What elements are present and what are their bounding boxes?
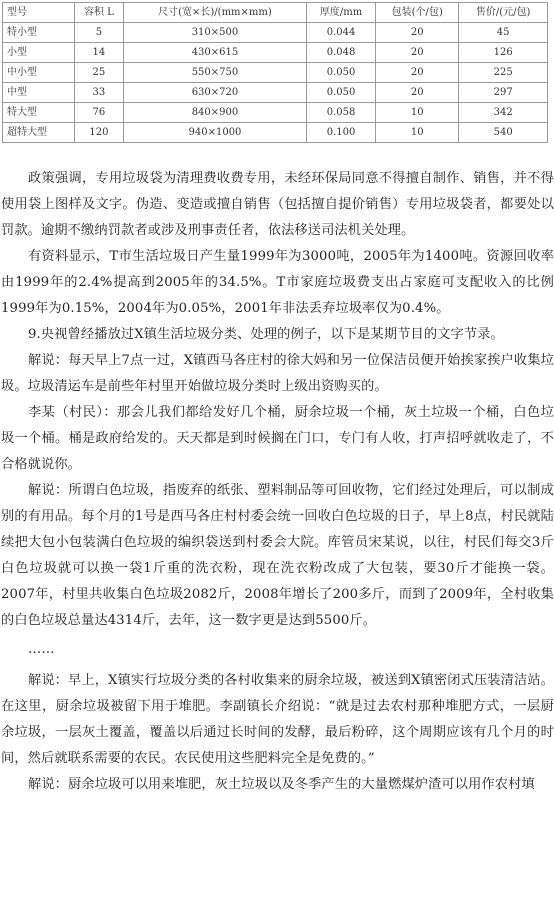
- table-header-row: [3, 3, 548, 23]
- table-cell: 20: [376, 23, 459, 43]
- header-cell: 厚度/mm: [306, 3, 375, 23]
- narration-paragraph: 解说：早上，X镇实行垃圾分类的各村收集来的厨余垃圾，被送到X镇密闭式压装清洁站。在这里，厨余垃圾被留下用于堆肥。李副镇长介绍说：“就是过去农村那种堆肥方式，一层厨余垃圾，一层灰土覆盖，覆盖以后通过长时间的发酵，最后粉碎，这个周期应该有几个月的时间，然后就联系需要的农民。农民使用这些肥料完全是免费的。”: [1, 673, 554, 766]
- policy-paragraph: 政策强调，专用垃圾袋为清理费收费专用，未经环保局同意不得擅自制作、销售，并不得使用袋上图样及文字。伪造、变造或擅自销售（包括擅自提价销售）专用垃圾袋者，都要处以罚款。逾期不缴纳罚款者或涉及刑事责任者，依法移送司法机关处理。: [1, 171, 554, 238]
- table-cell: 0.100: [306, 123, 375, 143]
- header-cell: 包装(个/包): [376, 3, 459, 23]
- table-cell: 小型: [3, 43, 75, 63]
- table-cell: 25: [74, 63, 123, 83]
- table-cell: 20: [376, 43, 459, 63]
- header-cell: 型号: [3, 3, 75, 23]
- table-cell: 310×500: [123, 23, 306, 43]
- ellipsis: ……: [28, 642, 55, 657]
- table-row: [3, 103, 548, 123]
- table-cell: 76: [74, 103, 123, 123]
- table-cell: 0.048: [306, 43, 375, 63]
- header-cell: 容积 L: [74, 3, 123, 23]
- header-cell: 售价/(元/包): [459, 3, 548, 23]
- table-row: [3, 43, 548, 63]
- spec-table: [2, 2, 548, 143]
- table-cell: 120: [74, 123, 123, 143]
- villager-quote-paragraph: 李某（村民）：那会儿我们都给发好几个桶，厨余垃圾一个桶，灰土垃圾一个桶，白色垃圾一个桶。桶是政府给发的。天天都是到时候搁在门口，专门有人收，打声招呼就收走了，不合格就说你。: [1, 405, 554, 472]
- table-cell: 225: [459, 63, 548, 83]
- table-cell: 45: [459, 23, 548, 43]
- table-cell: 126: [459, 43, 548, 63]
- table-cell: 840×900: [123, 103, 306, 123]
- table-cell: 550×750: [123, 63, 306, 83]
- table-cell: 5: [74, 23, 123, 43]
- table-cell: 342: [459, 103, 548, 123]
- question-9-intro: 9.央视曾经播放过X镇生活垃圾分类、处理的例子，以下是某期节目的文字节录。: [28, 327, 504, 342]
- table-row: [3, 83, 548, 103]
- table-row: [3, 23, 548, 43]
- table-cell: 20: [376, 83, 459, 103]
- table-cell: 10: [376, 123, 459, 143]
- narration-paragraph: 解说：厨余垃圾可以用来堆肥，灰土垃圾以及冬季产生的大量燃煤炉渣可以用作农村填: [28, 777, 535, 792]
- table-cell: 297: [459, 83, 548, 103]
- header-cell: 尺寸(宽×长)/(mm×mm): [123, 3, 306, 23]
- table-cell: 940×1000: [123, 123, 306, 143]
- table-row: [3, 63, 548, 83]
- table-cell: 14: [74, 43, 123, 63]
- narration-paragraph: 解说：每天早上7点一过，X镇西马各庄村的徐大妈和另一位保洁员便开始挨家挨户收集垃圾。垃圾清运车是前些年村里开始做垃圾分类时上级出资购买的。: [1, 353, 554, 394]
- table-cell: 0.044: [306, 23, 375, 43]
- table-cell: 430×615: [123, 43, 306, 63]
- narration-paragraph: 解说：所谓白色垃圾，指废弃的纸张、塑料制品等可回收物，它们经过处理后，可以制成别的有用品。每个月的1号是西马各庄村村委会统一回收白色垃圾的日子，早上8点，村民就陆续把大包小包装满白色垃圾的编织袋送到村委会大院。库管员宋某说，以往，村民们每交3斤白色垃圾就可以换一袋1斤重的洗衣粉，现在洗衣粉改成了大包装，要30斤才能换一袋。2007年，村里共收集白色垃圾2082斤，2008年增长了200多斤，而到了2009年，全村收集的白色垃圾总量达4314斤，去年，这一数字更是达到5500斤。: [1, 483, 554, 628]
- table-cell: 0.050: [306, 63, 375, 83]
- statistics-paragraph: 有资料显示，T市生活垃圾日产生量1999年为3000吨，2005年为1400吨。资源回收率由1999年的2.4%提高到2005年的34.5%。T市家庭垃圾费支出占家庭可支配收入的比例1999年为0.15%，2004年为0.05%，2001年非法丢弃垃圾率仅为0.4%。: [1, 249, 554, 316]
- table-cell: 33: [74, 83, 123, 103]
- body-text: [1, 166, 554, 798]
- table-cell: 10: [376, 103, 459, 123]
- table-row: [3, 123, 548, 143]
- table-cell: 0.050: [306, 83, 375, 103]
- table-cell: 0.058: [306, 103, 375, 123]
- table-cell: 中型: [3, 83, 75, 103]
- table-cell: 630×720: [123, 83, 306, 103]
- table-cell: 20: [376, 63, 459, 83]
- table-cell: 特大型: [3, 103, 75, 123]
- table-cell: 特小型: [3, 23, 75, 43]
- table-cell: 540: [459, 123, 548, 143]
- table-cell: 中小型: [3, 63, 75, 83]
- table-cell: 超特大型: [3, 123, 75, 143]
